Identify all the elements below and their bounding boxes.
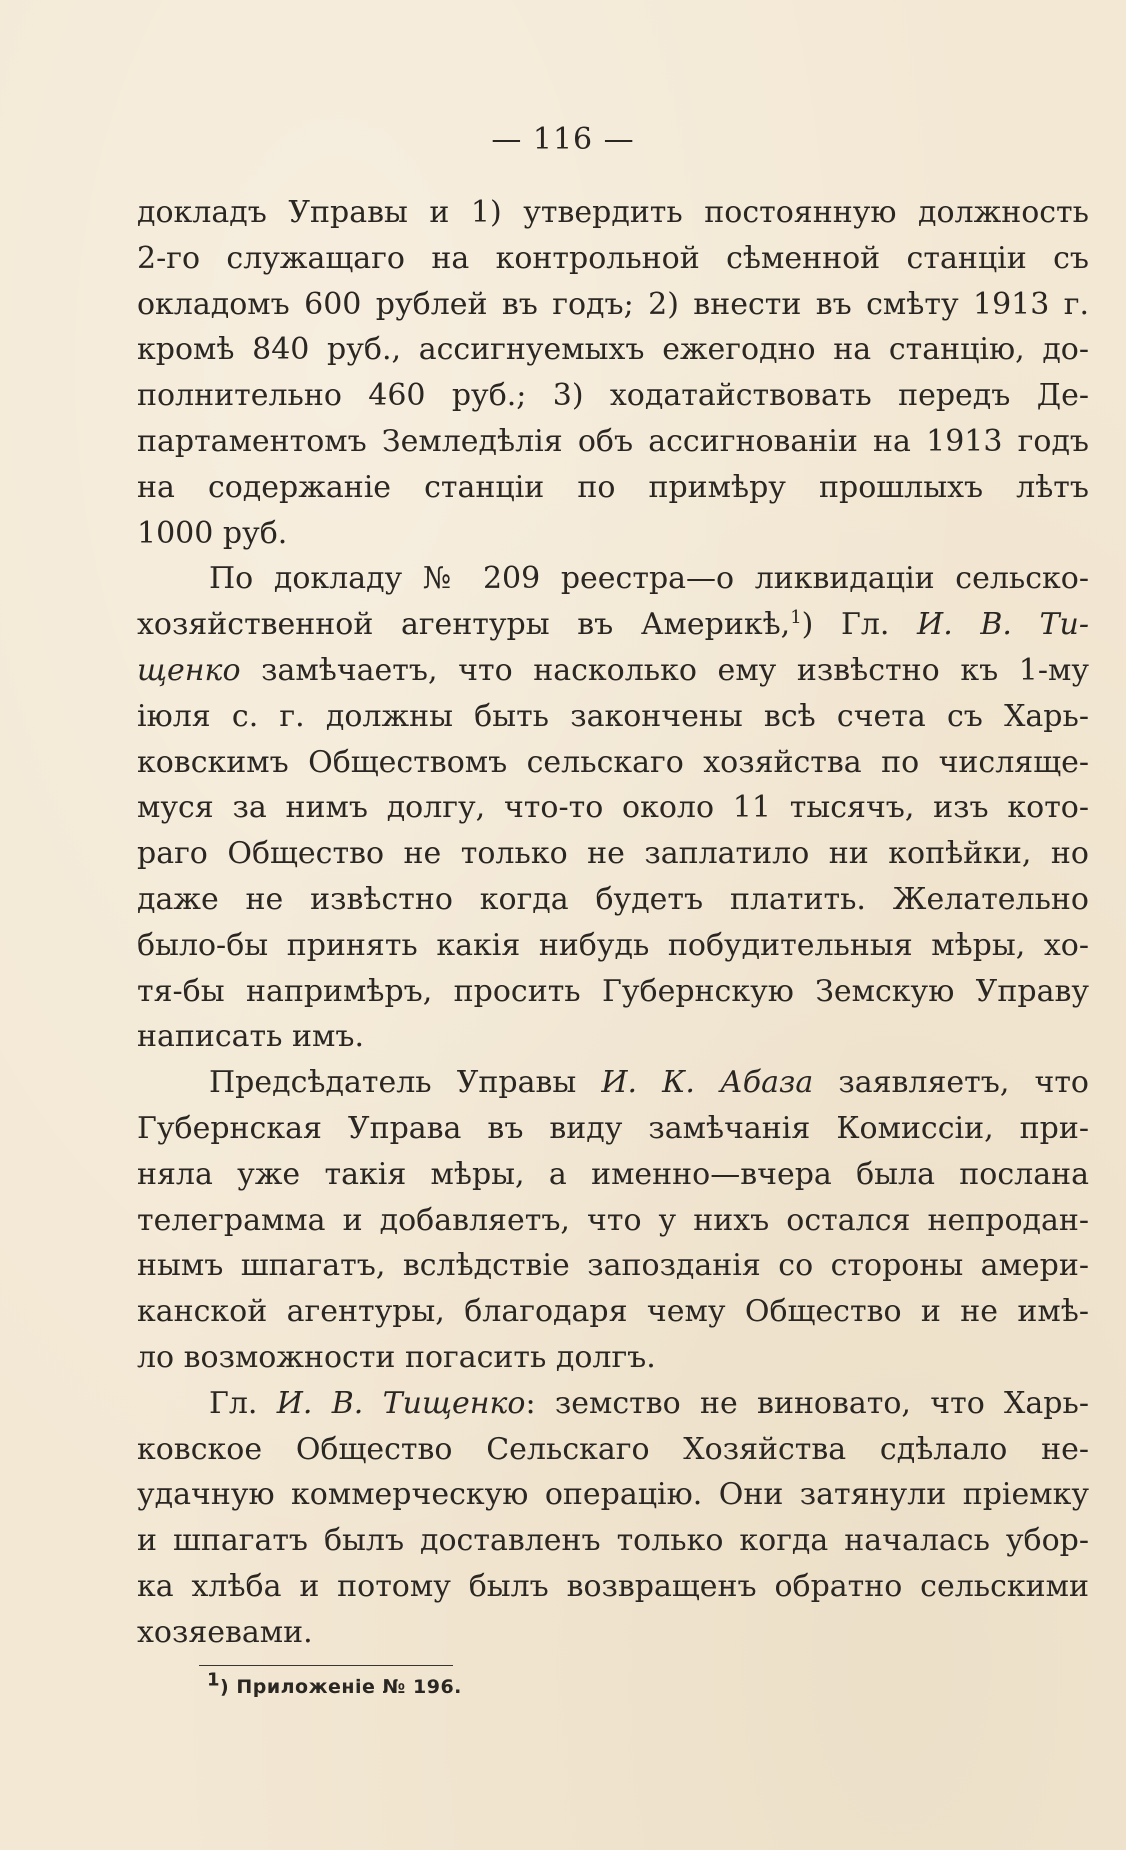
paragraph-4 [137, 1381, 1089, 1656]
footnote [207, 1669, 462, 1698]
paragraph-1 [137, 190, 1089, 556]
text-line: и шпагатъ былъ доставленъ только когда началась убор- [137, 1523, 1089, 1559]
text-line: тя-бы напримѣръ, просить Губернскую Земскую Управу [137, 973, 1089, 1009]
text-line: 1000 руб. [137, 515, 288, 551]
text-line: партаментомъ Земледѣлія объ ассигнованіи на 1913 годъ [137, 423, 1089, 459]
text-line: 2-го служащаго на контрольной сѣменной станціи съ [137, 240, 1089, 276]
speaker-name: И. К. Абаза [601, 1065, 814, 1101]
text-line: докладъ Управы и 1) утвердить постоянную должность [137, 195, 1089, 230]
text-span: хозяйственной агентуры въ Америкѣ, [137, 607, 791, 643]
text-line [137, 1060, 1089, 1106]
text-span: По докладу № 209 реестра—о ликвидаціи сельско- [209, 561, 1089, 597]
text-line: полнительно 460 руб.; 3) ходатайствовать передъ Де- [137, 378, 1089, 414]
text-line: было-бы принять какія нибудь побудительныя мѣры, хо- [137, 927, 1089, 963]
speaker-name: И. В. Ти- [917, 607, 1090, 643]
footnote-divider [199, 1665, 453, 1666]
text-line: раго Общество не только не заплатило ни копѣйки, но [137, 836, 1089, 872]
body-text [137, 190, 1089, 1656]
text-line [137, 602, 1089, 648]
text-line: написать имъ. [137, 1019, 364, 1055]
text-line: муся за нимъ долгу, что-то около 11 тысячъ, изъ кото- [137, 790, 1089, 826]
text-line: Губернская Управа въ виду замѣчанія Комиссіи, при- [137, 1110, 1089, 1146]
text-line [137, 556, 1089, 602]
text-line: канской агентуры, благодаря чему Общество и не имѣ- [137, 1294, 1089, 1330]
text-span: Гл. [209, 1385, 277, 1421]
text-span: замѣчаетъ, что насколько ему извѣстно къ 1-му [240, 652, 1089, 688]
text-span: : земство не виновато, что Харь- [525, 1385, 1089, 1421]
text-line: іюля с. г. должны быть закончены всѣ счета съ Харь- [137, 698, 1089, 734]
text-line: ковскимъ Обществомъ сельскаго хозяйства по числяще- [137, 744, 1089, 780]
text-span: заявляетъ, что [813, 1065, 1089, 1101]
paragraph-2 [137, 556, 1089, 1060]
text-line: ковское Общество Сельскаго Хозяйства сдѣлало не- [137, 1431, 1089, 1467]
text-line [137, 648, 1089, 694]
text-line: нымъ шпагатъ, вслѣдствіе запозданія со стороны амери- [137, 1248, 1089, 1284]
speaker-name: И. В. Тищенко [276, 1385, 526, 1421]
paragraph-3 [137, 1060, 1089, 1381]
text-line: ло возможности погасить долгъ. [137, 1339, 656, 1375]
text-line: кромѣ 840 руб., ассигнуемыхъ ежегодно на станцію, до- [137, 332, 1089, 368]
speaker-name: щенко [137, 652, 241, 688]
text-line [137, 1381, 1089, 1427]
page-number: — 116 — [491, 122, 635, 157]
text-span: Предсѣдатель Управы [209, 1065, 602, 1101]
text-line: даже не извѣстно когда будетъ платить. Желательно [137, 881, 1089, 917]
text-line: на содержаніе станціи по примѣру прошлыхъ лѣтъ [137, 469, 1089, 505]
text-line: няла уже такія мѣры, а именно—вчера была послана [137, 1156, 1089, 1192]
text-line: ка хлѣба и потому былъ возвращенъ обратно сельскими [137, 1568, 1089, 1604]
footnote-text: ) Приложеніе № 196. [220, 1676, 462, 1698]
footnote-reference: 1 [790, 607, 802, 629]
text-line: окладомъ 600 рублей въ годъ; 2) внести въ смѣту 1913 г. [137, 286, 1089, 322]
footnote-marker: 1 [207, 1669, 221, 1691]
text-line: телеграмма и добавляетъ, что у нихъ остался непродан- [137, 1202, 1089, 1238]
text-line: удачную коммерческую операцію. Они затянули пріемку [137, 1477, 1089, 1513]
text-span: ) Гл. [801, 607, 918, 643]
text-line: хозяевами. [137, 1614, 313, 1650]
